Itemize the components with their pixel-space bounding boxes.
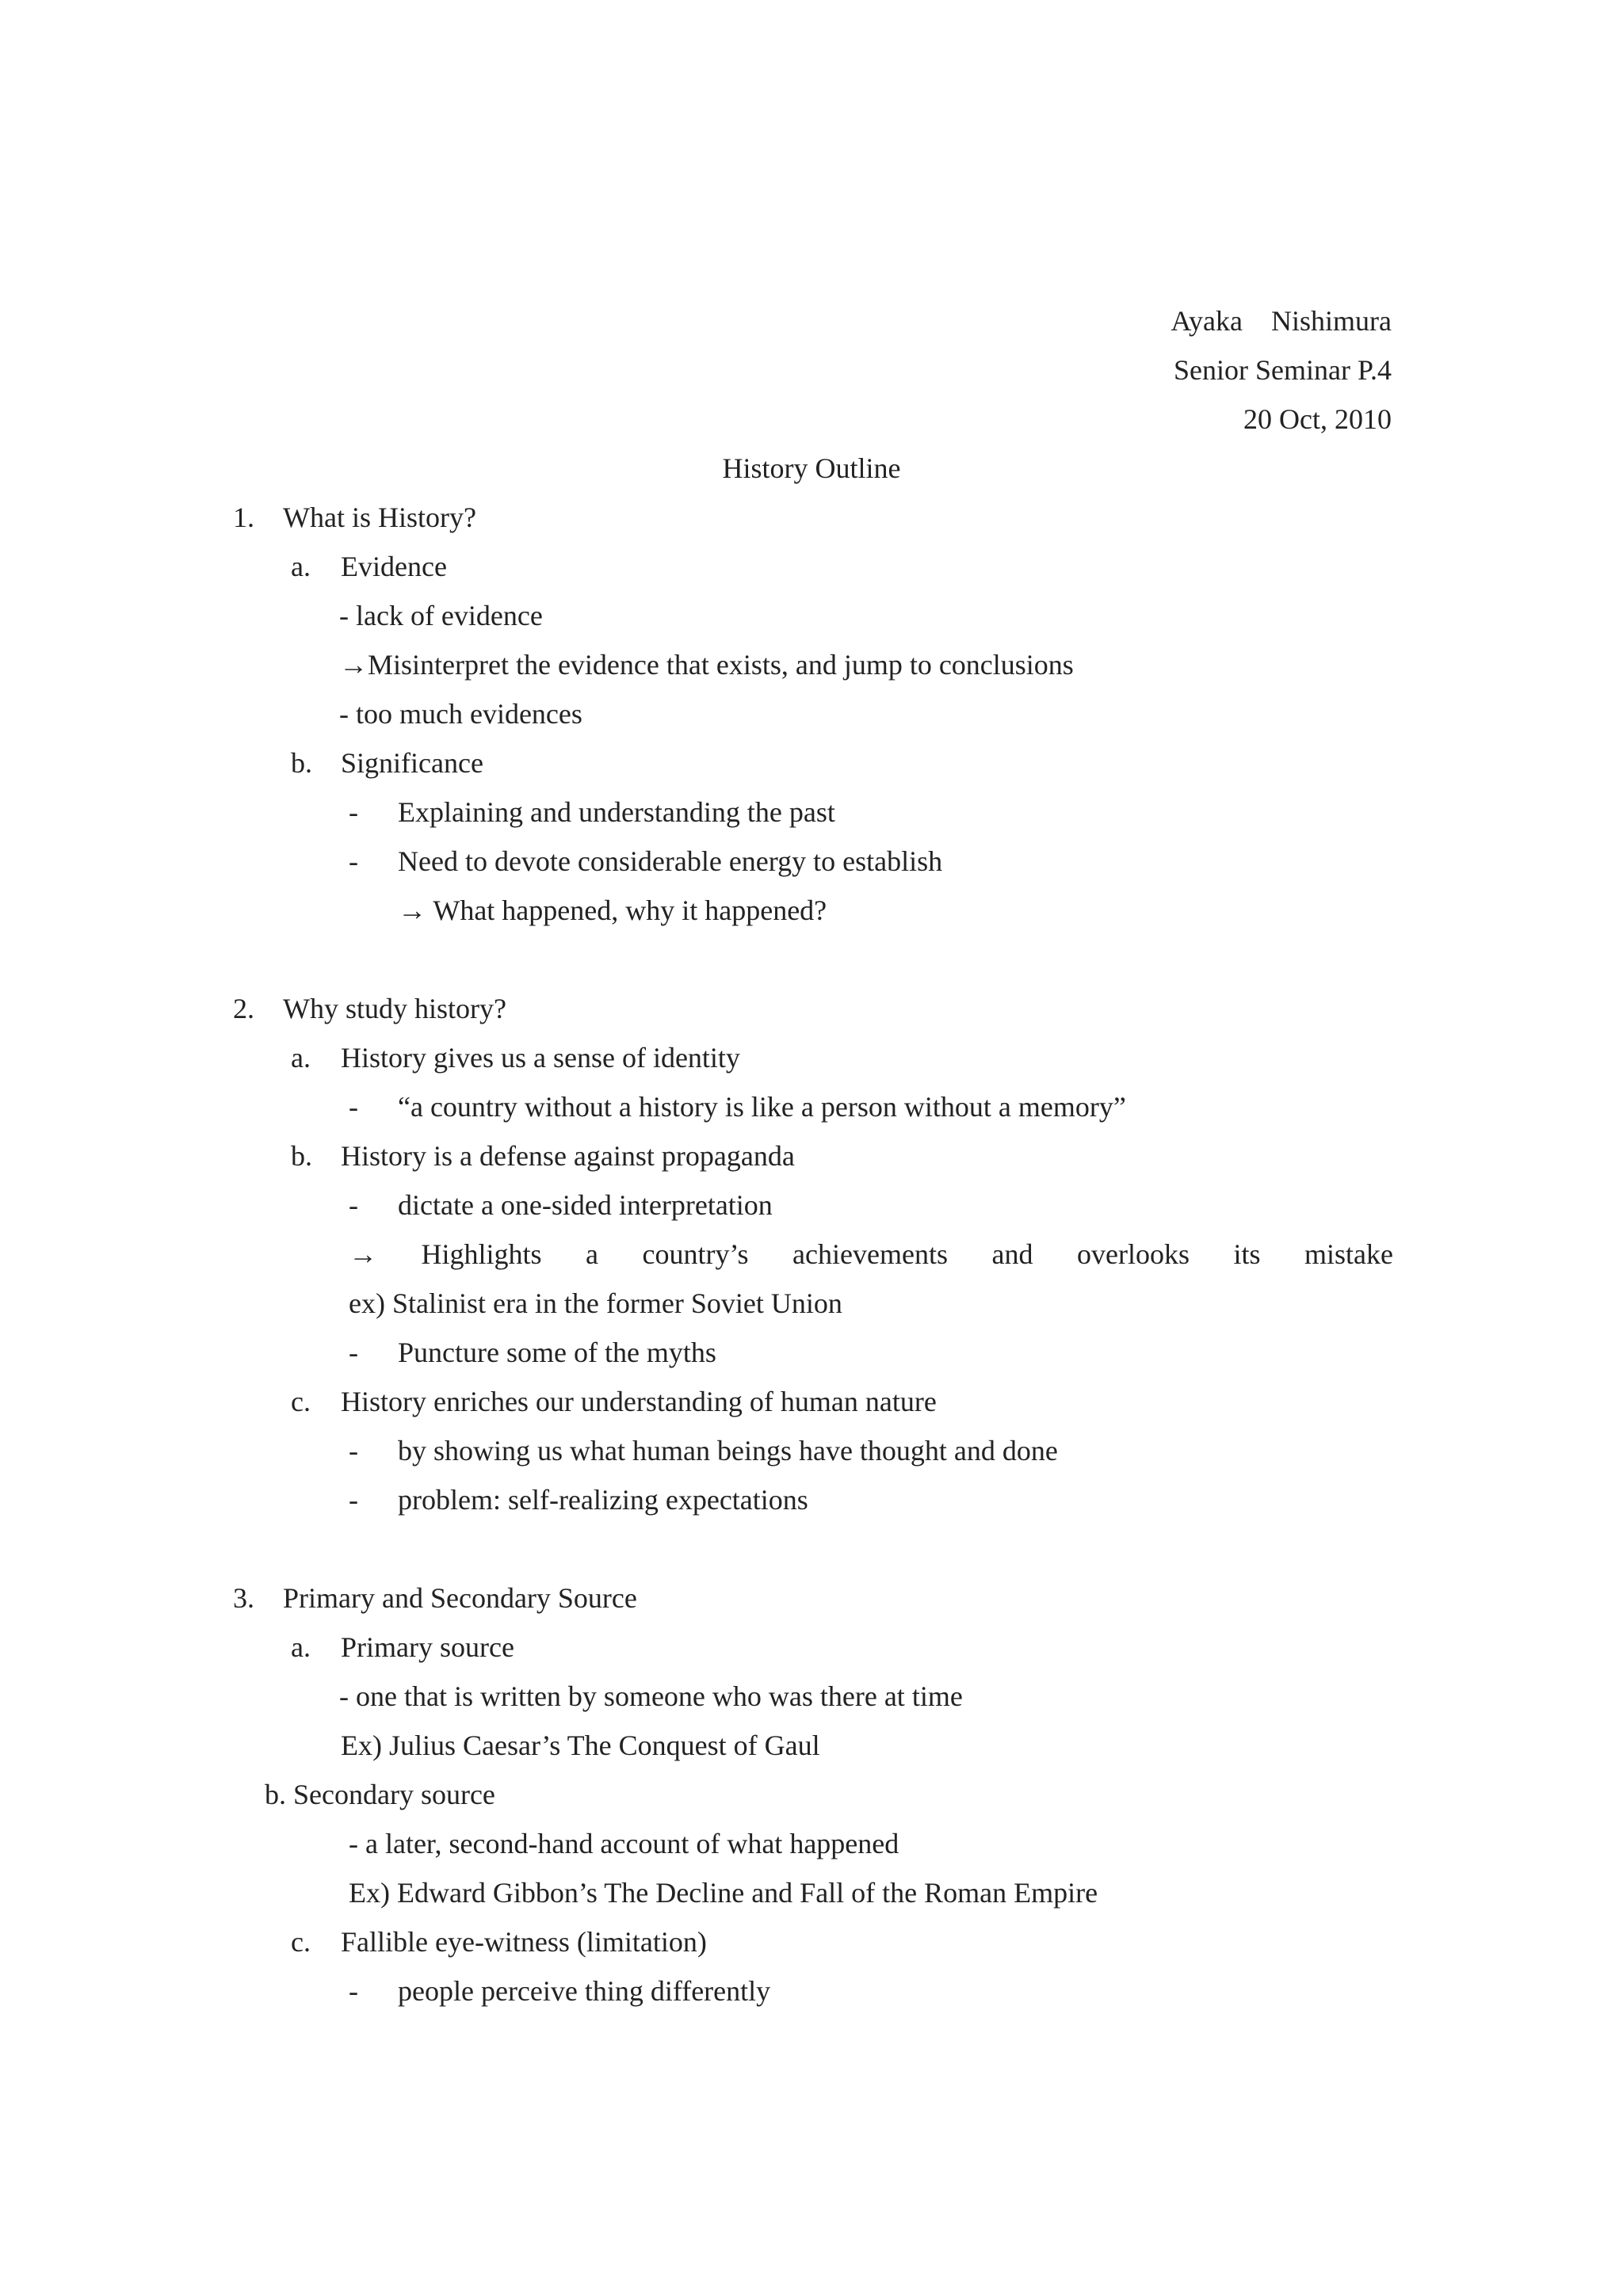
- section-2c-dash-1: -: [349, 1435, 358, 1466]
- page-title: History Outline: [722, 452, 901, 484]
- section-2b-line-3: ex) Stalinist era in the former Soviet Union: [349, 1287, 842, 1319]
- section-3a-line-2: Ex) Julius Caesar’s The Conquest of Gaul: [341, 1730, 820, 1761]
- section-1-heading: What is History?: [283, 502, 476, 533]
- word: →: [349, 1238, 377, 1270]
- word: country’s: [642, 1238, 749, 1270]
- section-1b-line-1: Explaining and understanding the past: [398, 796, 835, 828]
- section-3c-label: Fallible eye-witness (limitation): [341, 1926, 707, 1958]
- section-1b-line-2: Need to devote considerable energy to establish: [398, 845, 943, 877]
- section-3a-line-1: - one that is written by someone who was there at time: [339, 1680, 963, 1712]
- section-1b-dash-2: -: [349, 845, 358, 877]
- document-date: 20 Oct, 2010: [1243, 403, 1392, 435]
- section-1a-line-2: →Misinterpret the evidence that exists, and jump to conclusions: [339, 649, 1074, 681]
- section-2c-marker: c.: [291, 1386, 311, 1417]
- word: achievements: [792, 1238, 948, 1270]
- section-1a-line-1: - lack of evidence: [339, 600, 543, 631]
- section-3c-line-1: people perceive thing differently: [398, 1975, 771, 2007]
- section-2c-dash-2: -: [349, 1484, 358, 1516]
- section-3b-line-2: Ex) Edward Gibbon’s The Decline and Fall of the Roman Empire: [349, 1877, 1098, 1909]
- section-2b-dash-1: -: [349, 1189, 358, 1221]
- section-3a-marker: a.: [291, 1631, 311, 1663]
- section-2b-justified-line: [349, 1238, 1393, 1270]
- word: mistake: [1304, 1238, 1393, 1270]
- section-1b-marker: b.: [291, 747, 312, 779]
- section-2-number: 2.: [233, 993, 254, 1024]
- section-2a-label: History gives us a sense of identity: [341, 1042, 740, 1074]
- section-2b-marker: b.: [291, 1140, 312, 1172]
- section-2b-dash-2: -: [349, 1337, 358, 1368]
- word: overlooks: [1076, 1238, 1190, 1270]
- section-3c-marker: c.: [291, 1926, 311, 1958]
- word: its: [1233, 1238, 1261, 1270]
- section-2b-line-4: Puncture some of the myths: [398, 1337, 716, 1368]
- section-2-heading: Why study history?: [283, 993, 506, 1024]
- section-3-number: 3.: [233, 1582, 254, 1614]
- section-1b-label: Significance: [341, 747, 483, 779]
- word: a: [586, 1238, 599, 1270]
- section-1b-line-3: → What happened, why it happened?: [398, 894, 827, 926]
- section-1-number: 1.: [233, 502, 254, 533]
- section-1b-dash-1: -: [349, 796, 358, 828]
- section-2a-marker: a.: [291, 1042, 311, 1074]
- section-2a-dash-1: -: [349, 1091, 358, 1123]
- section-3-heading: Primary and Secondary Source: [283, 1582, 637, 1614]
- course-name: Senior Seminar P.4: [1174, 354, 1392, 386]
- word: Highlights: [421, 1238, 542, 1270]
- author-name: Ayaka Nishimura: [1170, 305, 1392, 337]
- section-3c-dash-1: -: [349, 1975, 358, 2007]
- section-3b-line-1: - a later, second-hand account of what happened: [349, 1828, 899, 1859]
- section-1a-line-3: - too much evidences: [339, 698, 582, 730]
- section-2a-line-1: “a country without a history is like a person without a memory”: [398, 1091, 1126, 1123]
- section-1a-label: Evidence: [341, 551, 447, 582]
- section-3a-label: Primary source: [341, 1631, 514, 1663]
- section-3b-label: b. Secondary source: [265, 1779, 495, 1810]
- section-2c-line-2: problem: self-realizing expectations: [398, 1484, 808, 1516]
- section-2c-label: History enriches our understanding of human nature: [341, 1386, 937, 1417]
- section-1a-marker: a.: [291, 551, 311, 582]
- section-2b-label: History is a defense against propaganda: [341, 1140, 795, 1172]
- word: and: [991, 1238, 1033, 1270]
- section-2c-line-1: by showing us what human beings have thought and done: [398, 1435, 1058, 1466]
- section-2b-line-1: dictate a one-sided interpretation: [398, 1189, 773, 1221]
